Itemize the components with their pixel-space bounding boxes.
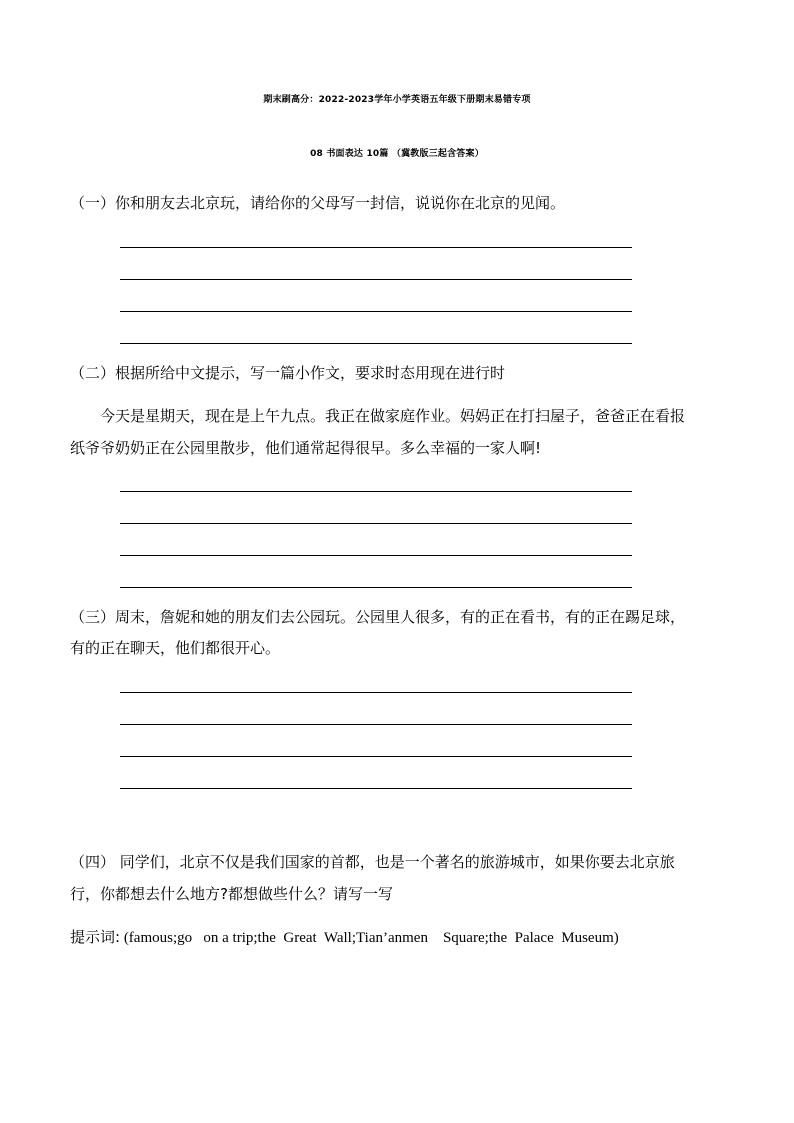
answer-line xyxy=(120,343,632,344)
hint-label: 提示词: xyxy=(70,928,121,946)
answer-line xyxy=(120,279,632,280)
answer-line xyxy=(120,247,632,248)
answer-line xyxy=(120,692,632,693)
section-2-body-line-2: 纸爷爷奶奶正在公园里散步，他们通常起得很早。多么幸福的一家人啊! xyxy=(70,439,542,457)
document-subtitle: 08 书面表达 10篇 （冀教版三起含答案） xyxy=(310,149,484,159)
answer-line xyxy=(120,587,632,588)
answer-line xyxy=(120,311,632,312)
section-3-prompt-line-1: （三）周末，詹妮和她的朋友们去公园玩。公园里人很多，有的正在看书，有的正在踢足球， xyxy=(70,608,686,626)
answer-line xyxy=(120,523,632,524)
section-3-prompt-line-2: 有的正在聊天，他们都很开心。 xyxy=(70,639,281,657)
section-1-prompt: （一）你和朋友去北京玩，请给你的父母写一封信，说说你在北京的见闻。 xyxy=(70,194,566,212)
section-4-prompt-line-2: 行，你都想去什么地方?都想做些什么？请写一写 xyxy=(70,885,393,903)
document-title: 期末刷高分：2022-2023学年小学英语五年级下册期末易错专项 xyxy=(263,95,531,105)
section-1-answer-area[interactable] xyxy=(120,247,632,347)
section-3-answer-area[interactable] xyxy=(120,692,632,792)
answer-line xyxy=(120,555,632,556)
hint-word-list: (famous;go on a trip;the Great Wall;Tian’anmen Square;the Palace Museum) xyxy=(120,930,619,946)
section-2-answer-area[interactable] xyxy=(120,491,632,591)
section-4-prompt-line-1: （四） 同学们，北京不仅是我们国家的首都，也是一个著名的旅游城市，如果你要去北京旅 xyxy=(70,853,675,871)
section-2-body-line-1: 今天是星期天，现在是上午九点。我正在做家庭作业。妈妈正在打扫屋子，爸爸正在看报 xyxy=(100,407,686,425)
answer-line xyxy=(120,788,632,789)
answer-line xyxy=(120,491,632,492)
section-4-hint-words xyxy=(70,927,619,948)
answer-line xyxy=(120,756,632,757)
answer-line xyxy=(120,724,632,725)
section-2-prompt: （二）根据所给中文提示，写一篇小作文，要求时态用现在进行时 xyxy=(70,364,506,382)
